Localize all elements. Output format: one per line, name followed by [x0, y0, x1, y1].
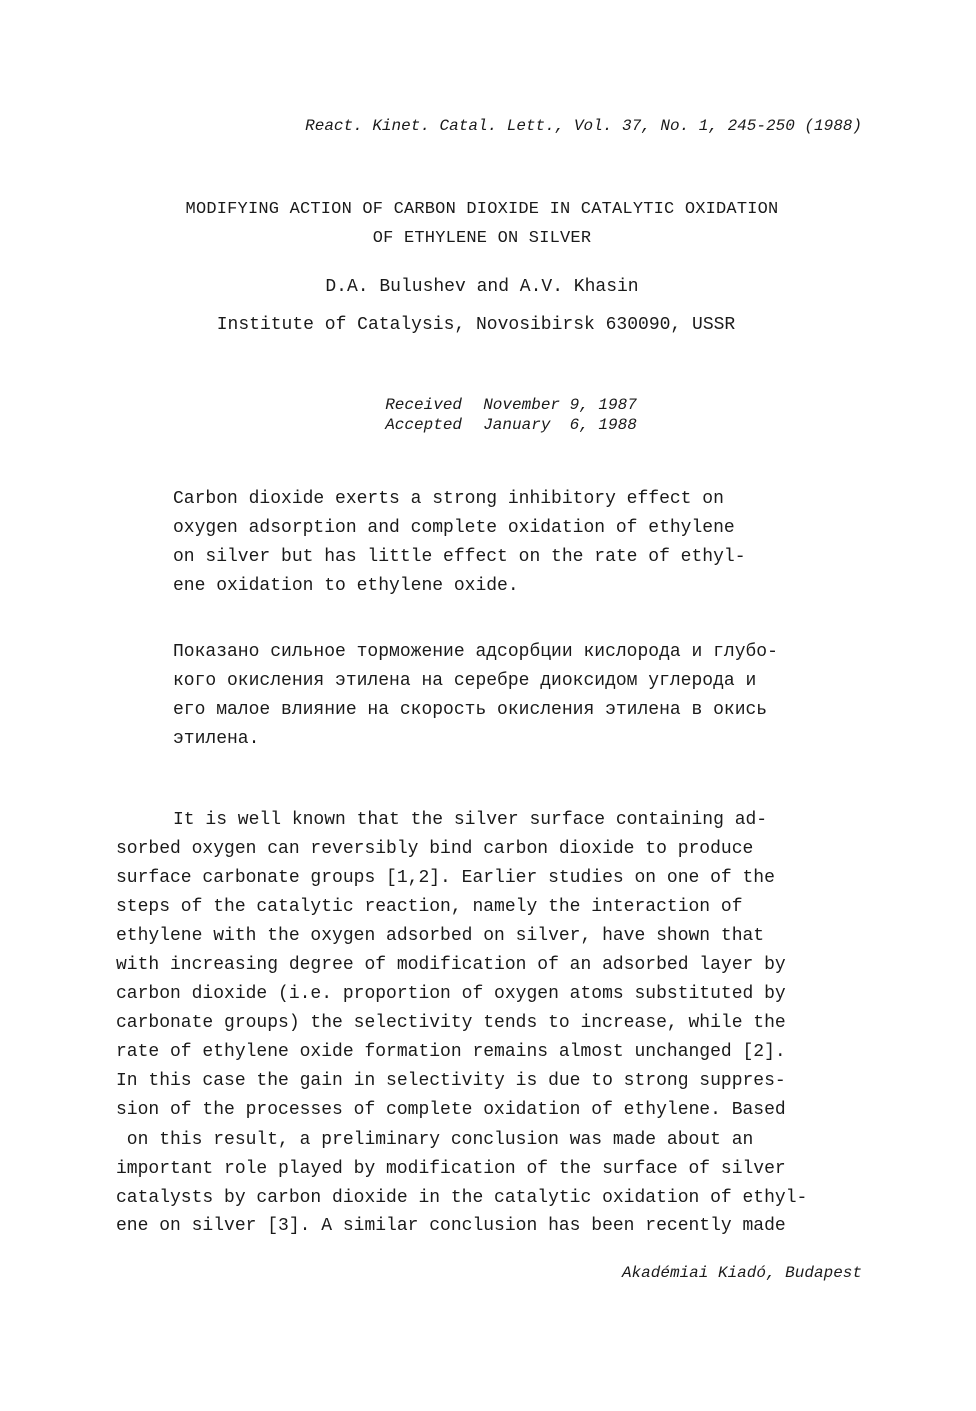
accepted-date — [366, 398, 637, 434]
body-line: rate of ethylene oxide formation remains almost unchanged [2]. — [116, 1042, 786, 1062]
body-line: with increasing degree of modification of an adsorbed layer by — [116, 955, 786, 975]
paper-title-line-1: MODIFYING ACTION OF CARBON DIOXIDE IN CATALYTIC OXIDATION — [185, 200, 779, 219]
body-line: ene on silver [3]. A similar conclusion has been recently made — [116, 1216, 786, 1236]
affiliation: Institute of Catalysis, Novosibirsk 630090, USSR — [216, 315, 736, 335]
paper-title-line-2: OF ETHYLENE ON SILVER — [372, 229, 592, 248]
abstract-ru-line: кого окисления этилена на серебре диоксидом углерода и — [173, 671, 757, 691]
body-line: carbonate groups) the selectivity tends to increase, while the — [116, 1013, 786, 1033]
abstract-en-line: on silver but has little effect on the rate of ethyl- — [173, 547, 746, 567]
body-line: sion of the processes of complete oxidation of ethylene. Based — [116, 1100, 786, 1120]
body-line: ethylene with the oxygen adsorbed on silver, have shown that — [116, 926, 765, 946]
body-line: important role played by modification of the surface of silver — [116, 1159, 786, 1179]
accepted-value: January 6, 1988 — [483, 416, 637, 434]
body-line: on this result, a preliminary conclusion was made about an — [116, 1130, 754, 1150]
authors: D.A. Bulushev and A.V. Khasin — [325, 277, 639, 297]
body-line: It is well known that the silver surface containing ad- — [173, 810, 768, 830]
body-line: carbon dioxide (i.e. proportion of oxygen atoms substituted by — [116, 984, 786, 1004]
received-value: November 9, 1987 — [483, 396, 637, 414]
publisher-footer: Akadémiai Kiadó, Budapest — [621, 1264, 862, 1282]
abstract-en-line: oxygen adsorption and complete oxidation of ethylene — [173, 518, 735, 538]
abstract-ru-line: его малое влияние на скорость окисления этилена в окись — [173, 700, 768, 720]
abstract-en-line: ene oxidation to ethylene oxide. — [173, 576, 519, 596]
body-line: sorbed oxygen can reversibly bind carbon dioxide to produce — [116, 839, 754, 859]
body-line: surface carbonate groups [1,2]. Earlier studies on one of the — [116, 868, 775, 888]
accepted-label: Accepted — [385, 416, 463, 434]
journal-citation: React. Kinet. Catal. Lett., Vol. 37, No. 1, 245-250 (1988) — [305, 117, 862, 135]
received-label: Received — [385, 396, 463, 414]
body-line: In this case the gain in selectivity is due to strong suppres- — [116, 1071, 786, 1091]
body-line: catalysts by carbon dioxide in the catalytic oxidation of ethyl- — [116, 1188, 808, 1208]
abstract-ru-line: Показано сильное торможение адсорбции кислорода и глубо- — [173, 642, 778, 662]
body-line: steps of the catalytic reaction, namely the interaction of — [116, 897, 743, 917]
abstract-ru-line: этилена. — [173, 729, 260, 749]
abstract-en-line: Carbon dioxide exerts a strong inhibitory effect on — [173, 489, 724, 509]
